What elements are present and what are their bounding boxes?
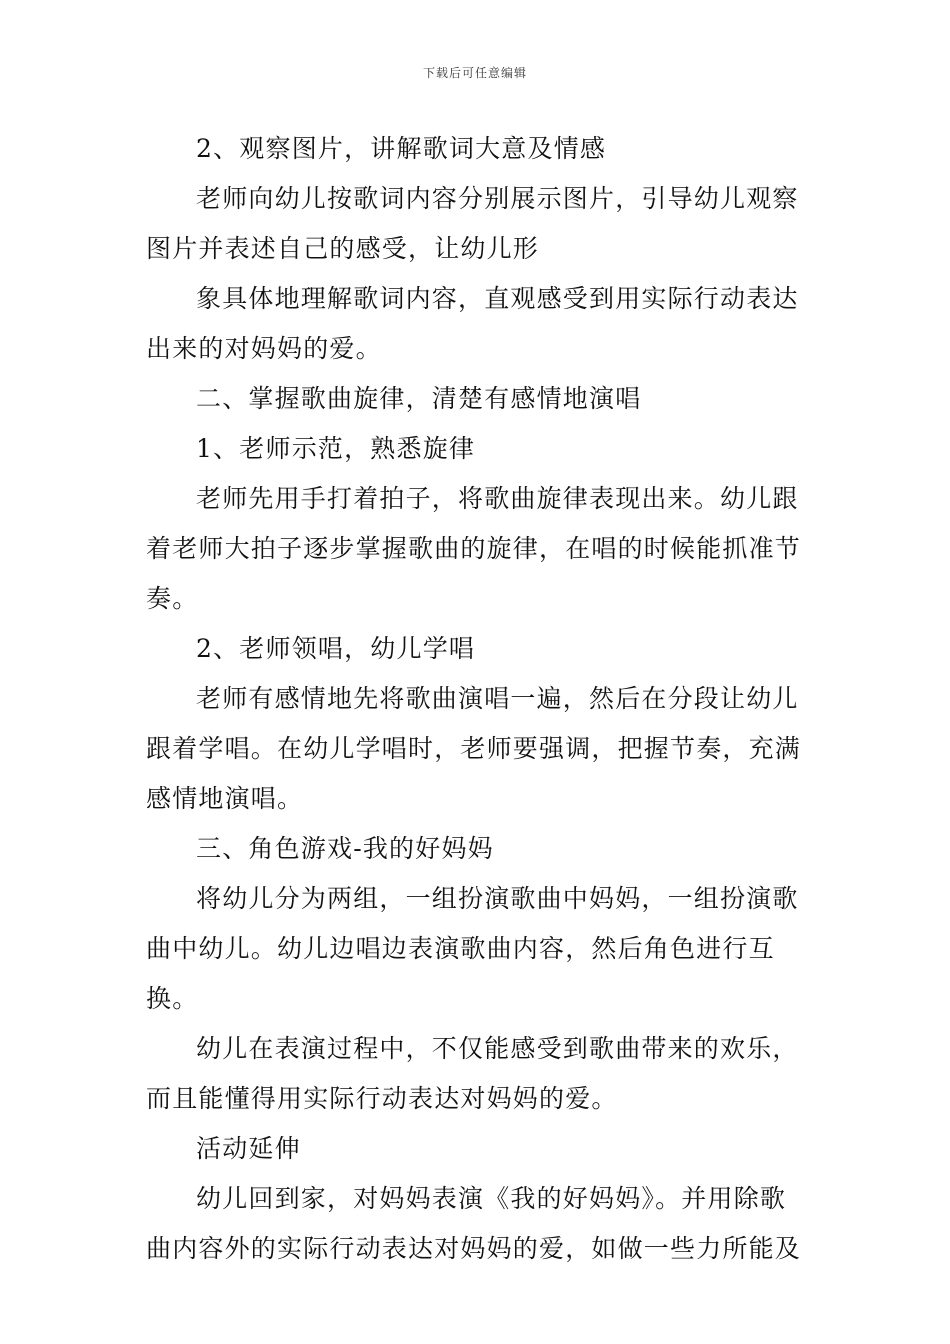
paragraph-two-groups: 将幼儿分为两组，一组扮演歌曲中妈妈，一组扮演歌曲中幼儿。幼儿边唱边表演歌曲内容，然后角色进行互换。 (146, 884, 799, 1013)
paragraph-step-2-lead-sing: 2、老师领唱，幼儿学唱 (196, 634, 476, 663)
paragraph-extension-heading: 活动延伸 (196, 1134, 301, 1163)
document-body (146, 124, 810, 1274)
paragraph-home-performance: 幼儿回到家，对妈妈表演《我的好妈妈》。并用除歌曲内容外的实际行动表达对妈妈的爱，如做一些力所能及 (146, 1184, 802, 1263)
paragraph-section-3-heading: 三、角色游戏-我的好妈妈 (196, 834, 494, 863)
paragraph-sing-with-emotion: 老师有感情地先将歌曲演唱一遍，然后在分段让幼儿跟着学唱。在幼儿学唱时，老师要强调，把握节奏，充满感情地演唱。 (146, 684, 802, 813)
paragraph-performance-joy: 幼儿在表演过程中，不仅能感受到歌曲带来的欢乐，而且能懂得用实际行动表达对妈妈的爱。 (146, 1034, 799, 1113)
paragraph-section-2-heading: 二、掌握歌曲旋律，清楚有感情地演唱 (196, 384, 642, 413)
paragraph-clap-rhythm: 老师先用手打着拍子，将歌曲旋律表现出来。幼儿跟着老师大拍子逐步掌握歌曲的旋律，在唱的时候能抓准节奏。 (146, 484, 802, 613)
paragraph-understand-lyrics: 象具体地理解歌词内容，直观感受到用实际行动表达出来的对妈妈的爱。 (146, 284, 799, 363)
page-header: 下载后可任意编辑 (422, 66, 527, 80)
paragraph-step-2-observe: 2、观察图片，讲解歌词大意及情感 (196, 134, 607, 163)
paragraph-step-1-demo: 1、老师示范，熟悉旋律 (196, 434, 476, 463)
paragraph-show-pictures: 老师向幼儿按歌词内容分别展示图片，引导幼儿观察图片并表述自己的感受，让幼儿形 (146, 184, 799, 263)
